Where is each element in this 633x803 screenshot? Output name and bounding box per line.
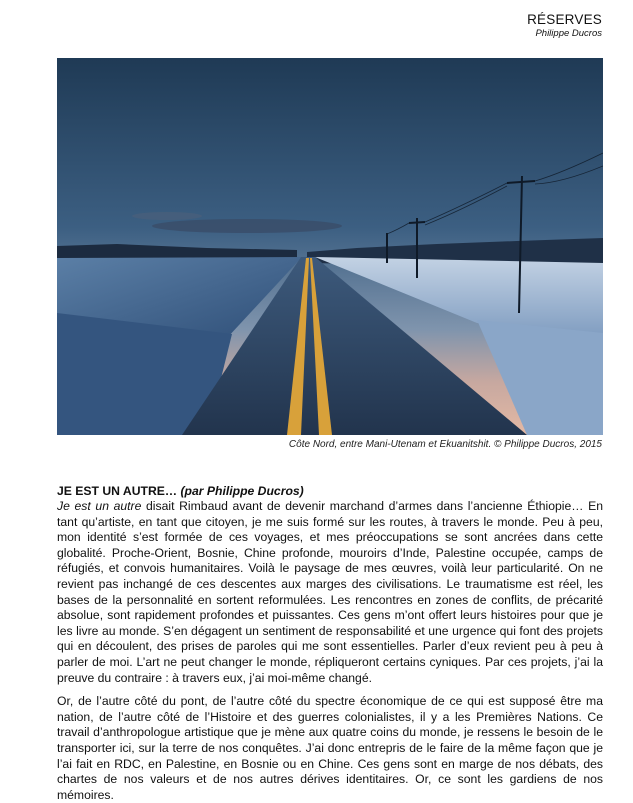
- photo-caption: Côte Nord, entre Mani-Utenam et Ekuanitshit. © Philippe Ducros, 2015: [288, 439, 602, 450]
- paragraph-1-text: disait Rimbaud avant de devenir marchand d’armes dans l’ancienne Éthiopie… En tant qu’artiste, en tant que citoyen, je me suis formé sur les routes, à travers le monde. Peu à peu, mon identité s’est formée de ces voyages, et mes préoccupations se sont ancrées dans cette globalité. Proche-Orient, Bosnie, Chine profonde, mouroirs d’Inde, Palestine occupée, camps de réfugiés, et convois humanitaires. Voilà le paysage de mes œuvres, voilà leur particularité. On ne revient pas inchangé de ces descentes aux marges des civilisations. Le traumatisme est réel, les bases de la personnalité en sortent reformulées. Les rencontres en zones de conflits, de précarité absolue, sont rapidement profondes et puissantes. Ces gens m’ont offert leurs histoires pour que je les livre au monde. S’en dégagent un sentiment de responsabilité et une urgence qui font des projets qui en découlent, des prises de paroles qui me sont essentielles. Parler d’eux revient peu à peu à parler de moi. L’art ne peut changer le monde, répliqueront certains cyniques. Par ces projets, j’ai la preuve du contraire : à travers eux, j’ai moi-même changé.: [57, 499, 603, 685]
- photo-winter-road: [57, 58, 603, 435]
- article-byline: (par Philippe Ducros): [180, 484, 304, 498]
- header-author: Philippe Ducros: [535, 28, 602, 39]
- winter-road-illustration: [57, 58, 603, 435]
- article-title: [57, 483, 603, 499]
- title-text: JE EST UN AUTRE…: [57, 484, 178, 498]
- paragraph-2: Or, de l’autre côté du pont, de l’autre côté du spectre économique de ce qui est supposé être ma nation, de l’autre côté de l’Histoire et des guerres colonialistes, il y a les Premières Nations. Ce travail d’anthropologue artistique que je mène aux quatre coins du monde, je ressens le besoin de le transporter ici, sur la terre de nos conquêtes. J’ai donc entrepris de le faire de la même façon que je l’ai fait en RDC, en Palestine, en Bosnie ou en Chine. Ces gens sont en marge de nos débats, des chartes de nos valeurs et de nos autres dérives identitaires. Or, ce sont les gardiens de nos mémoires.: [57, 694, 603, 802]
- page-header: [527, 12, 602, 40]
- rimbaud-quote: Je est un autre: [57, 499, 142, 513]
- paragraph-1: [57, 499, 603, 686]
- section-title: RÉSERVES: [527, 12, 602, 27]
- article: [57, 483, 603, 803]
